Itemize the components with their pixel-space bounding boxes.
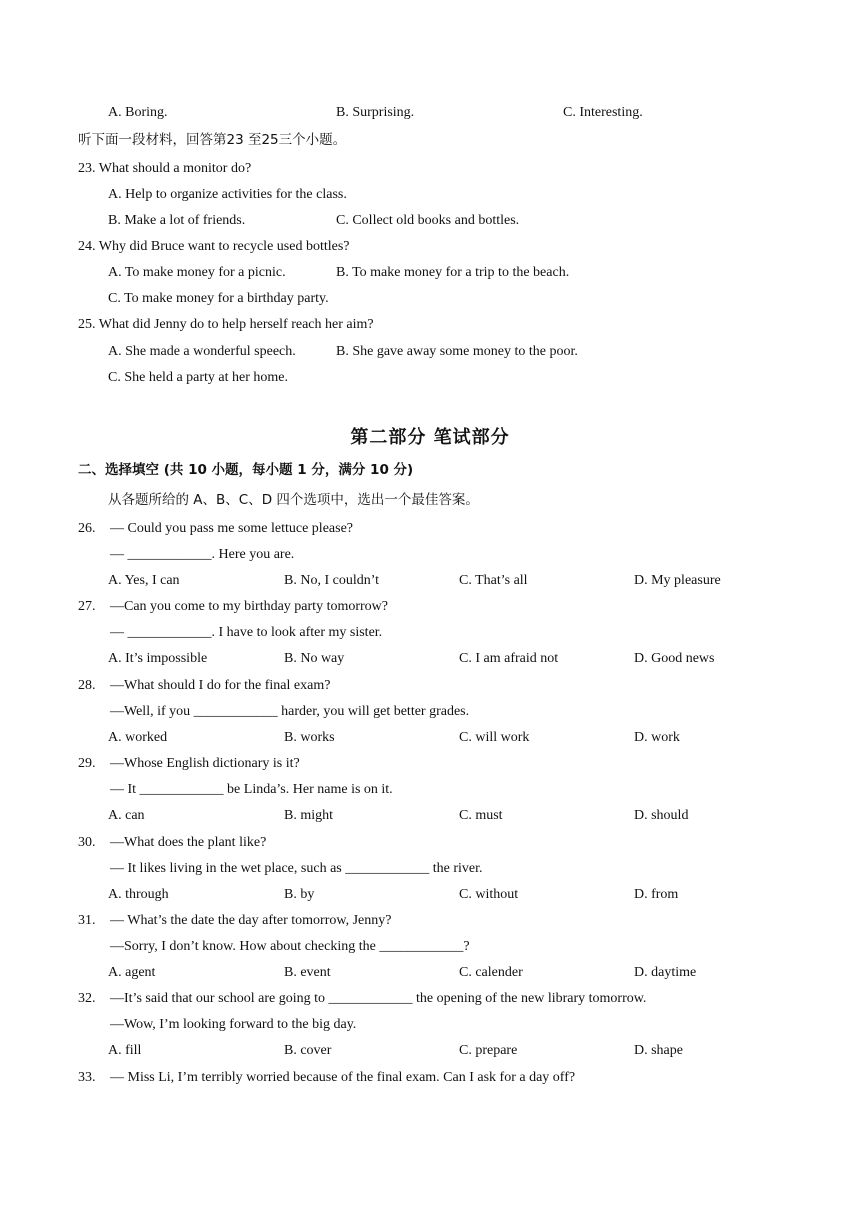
question-32-option-b: B. cover: [284, 1043, 332, 1058]
question-26-option-d: D. My pleasure: [634, 573, 721, 588]
question-29-line2: — It ____________ be Linda’s. Her name is on it.: [110, 782, 393, 797]
question-27-line1: —Can you come to my birthday party tomorrow?: [110, 599, 388, 614]
question-33-number: 33.: [78, 1070, 96, 1085]
question-27-option-b: B. No way: [284, 651, 345, 666]
q23-option-c: C. Collect old books and bottles.: [336, 213, 520, 228]
question-30-line1: —What does the plant like?: [110, 835, 267, 850]
question-32-number: 32.: [78, 991, 96, 1006]
question-32-option-c: C. prepare: [459, 1043, 518, 1058]
question-26-option-b: B. No, I couldn’t: [284, 573, 380, 588]
q25-option-b: B. She gave away some money to the poor.: [336, 344, 578, 359]
question-28-option-c: C. will work: [459, 730, 530, 745]
question-32-option-a: A. fill: [108, 1043, 142, 1058]
question-30-option-c: C. without: [459, 887, 519, 902]
question-26-number: 26.: [78, 521, 96, 536]
question-30-option-a: A. through: [108, 887, 169, 902]
question-29-option-c: C. must: [459, 808, 503, 823]
question-26-line1: — Could you pass me some lettuce please?: [110, 521, 353, 536]
q24-option-c: C. To make money for a birthday party.: [108, 291, 329, 306]
question-28-line2: —Well, if you ____________ harder, you will get better grades.: [110, 704, 470, 719]
question-28-option-b: B. works: [284, 730, 335, 745]
question-31-line2: —Sorry, I don’t know. How about checking the ____________?: [110, 939, 470, 954]
question-31-number: 31.: [78, 913, 96, 928]
listening-instruction: 听下面一段材料，回答第23 至25三个小题。: [78, 132, 347, 148]
question-27-option-c: C. I am afraid not: [459, 651, 559, 666]
question-30-line2: — It likes living in the wet place, such as ____________ the river.: [110, 861, 483, 876]
question-28-line1: —What should I do for the final exam?: [110, 678, 331, 693]
q23-option-b: B. Make a lot of friends.: [108, 213, 246, 228]
q25-option-a: A. She made a wonderful speech.: [108, 344, 296, 359]
q22-option-a: A. Boring.: [108, 105, 168, 120]
question-26-option-a: A. Yes, I can: [108, 573, 180, 588]
question-30-option-b: B. by: [284, 887, 315, 902]
question-31-option-a: A. agent: [108, 965, 156, 980]
question-31-line1: — What’s the date the day after tomorrow, Jenny?: [110, 913, 392, 928]
question-31-option-c: C. calender: [459, 965, 523, 980]
question-33-line1: — Miss Li, I’m terribly worried because of the final exam. Can I ask for a day off?: [110, 1070, 576, 1085]
question-32-line1: —It’s said that our school are going to ____________ the opening of the new library tomorrow.: [110, 991, 647, 1006]
section-two-heading: 二、选择填空 (共 10 小题，每小题 1 分，满分 10 分): [78, 462, 414, 478]
question-27-line2: — ____________. I have to look after my sister.: [110, 625, 383, 640]
question-29-option-b: B. might: [284, 808, 334, 823]
question-25: 25. What did Jenny do to help herself reach her aim?: [78, 317, 374, 332]
question-27-option-a: A. It’s impossible: [108, 651, 208, 666]
question-24: 24. Why did Bruce want to recycle used bottles?: [78, 239, 350, 254]
question-32-line2: —Wow, I’m looking forward to the big day.: [110, 1017, 357, 1032]
question-23: 23. What should a monitor do?: [78, 161, 252, 176]
question-28-option-d: D. work: [634, 730, 680, 745]
question-32-option-d: D. shape: [634, 1043, 683, 1058]
part-two-title: 第二部分 笔试部分: [350, 427, 510, 448]
section-two-instruction: 从各题所给的 A、B、C、D 四个选项中，选出一个最佳答案。: [108, 492, 479, 508]
question-26-line2: — ____________. Here you are.: [110, 547, 295, 562]
question-30-option-d: D. from: [634, 887, 679, 902]
q22-option-b: B. Surprising.: [336, 105, 415, 120]
question-29-option-d: D. should: [634, 808, 689, 823]
q24-option-a: A. To make money for a picnic.: [108, 265, 286, 280]
question-30-number: 30.: [78, 835, 96, 850]
question-26-option-c: C. That’s all: [459, 573, 528, 588]
q24-option-b: B. To make money for a trip to the beach.: [336, 265, 570, 280]
question-27-number: 27.: [78, 599, 96, 614]
question-31-option-d: D. daytime: [634, 965, 697, 980]
q25-option-c: C. She held a party at her home.: [108, 370, 289, 385]
q23-option-a: A. Help to organize activities for the class.: [108, 187, 347, 202]
question-27-option-d: D. Good news: [634, 651, 715, 666]
question-28-number: 28.: [78, 678, 96, 693]
question-29-option-a: A. can: [108, 808, 145, 823]
question-31-option-b: B. event: [284, 965, 331, 980]
q22-option-c: C. Interesting.: [563, 105, 643, 120]
question-28-option-a: A. worked: [108, 730, 168, 745]
question-29-number: 29.: [78, 756, 96, 771]
question-29-line1: —Whose English dictionary is it?: [110, 756, 300, 771]
